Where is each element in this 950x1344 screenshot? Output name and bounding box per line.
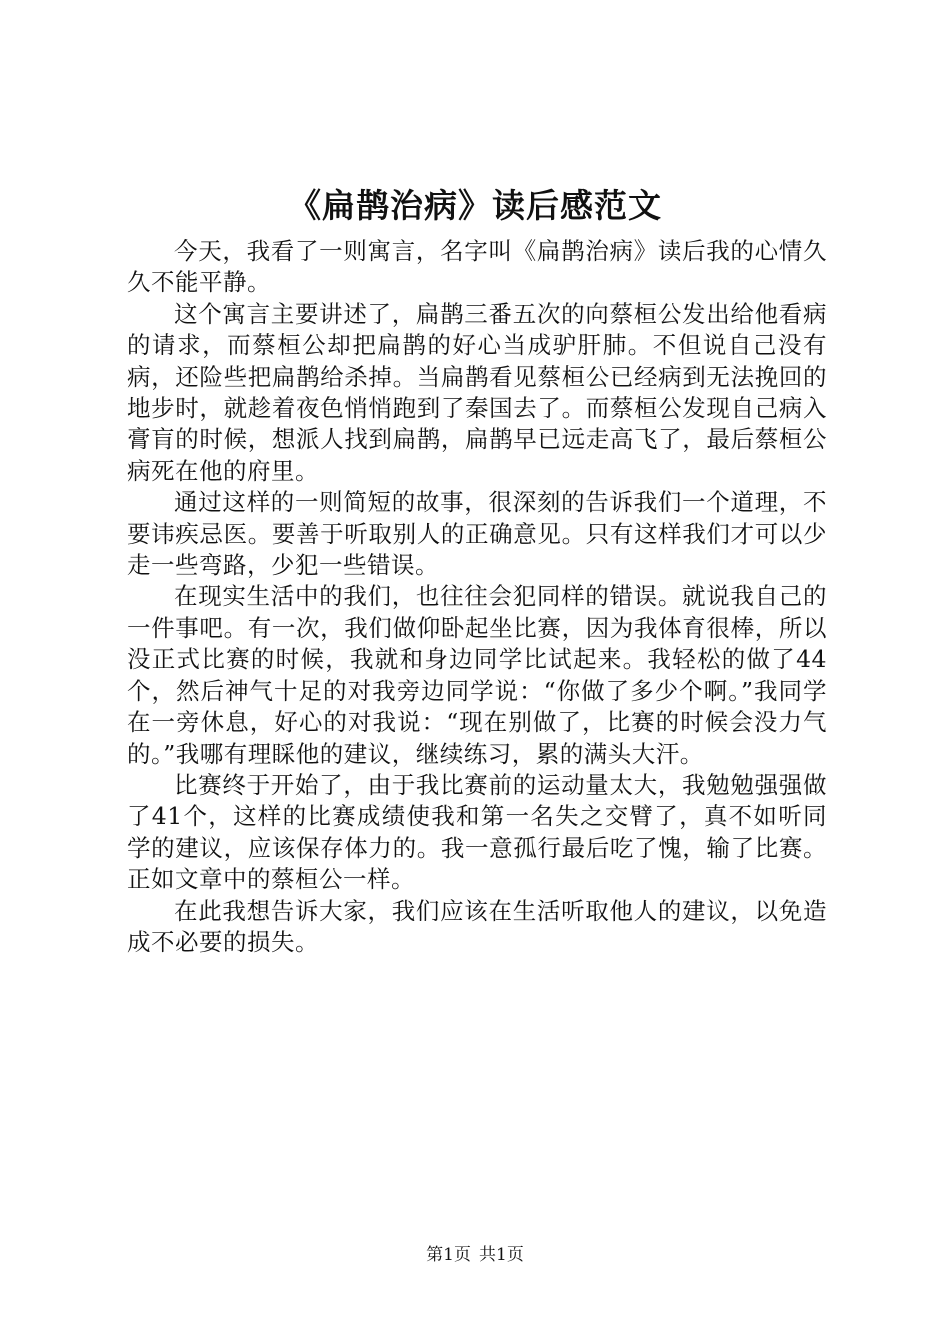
paragraph: 通过这样的一则简短的故事，很深刻的告诉我们一个道理，不要讳疾忌医。要善于听取别人的正确意见。只有这样我们才可以少走一些弯路，少犯一些错误。: [127, 488, 827, 580]
page-footer: [0, 1244, 950, 1266]
document-body: [127, 236, 827, 958]
document-title: 《扁鹊治病》读后感范文: [288, 186, 662, 225]
paragraph: 比赛终于开始了，由于我比赛前的运动量太大，我勉勉强强做了41个，这样的比赛成绩使我和第一名失之交臂了，真不如听同学的建议，应该保存体力的。我一意孤行最后吃了愧，输了比赛。正如文章中的蔡桓公一样。: [127, 770, 827, 894]
paragraph: 在现实生活中的我们，也往往会犯同样的错误。就说我自己的一件事吧。有一次，我们做仰卧起坐比赛，因为我体育很棒，所以没正式比赛的时候，我就和身边同学比试起来。我轻松的做了44个，然后神气十足的对我旁边同学说：“你做了多少个啊。”我同学在一旁休息，好心的对我说：“现在别做了，比赛的时候会没力气的。”我哪有理睬他的建议，继续练习，累的满头大汗。: [127, 582, 827, 768]
paragraph: 在此我想告诉大家，我们应该在生活听取他人的建议，以免造成不必要的损失。: [127, 896, 827, 956]
page-number: 第1页: [426, 1245, 471, 1265]
page-total: 共1页: [479, 1245, 524, 1265]
paragraph: 这个寓言主要讲述了，扁鹊三番五次的向蔡桓公发出给他看病的请求，而蔡桓公却把扁鹊的好心当成驴肝肺。不但说自己没有病，还险些把扁鹊给杀掉。当扁鹊看见蔡桓公已经病到无法挽回的地步时，就趁着夜色悄悄跑到了秦国去了。而蔡桓公发现自己病入膏肓的时候，想派人找到扁鹊，扁鹊早已远走高飞了，最后蔡桓公病死在他的府里。: [127, 299, 827, 485]
paragraph: 今天，我看了一则寓言，名字叫《扁鹊治病》读后我的心情久久不能平静。: [127, 237, 827, 297]
